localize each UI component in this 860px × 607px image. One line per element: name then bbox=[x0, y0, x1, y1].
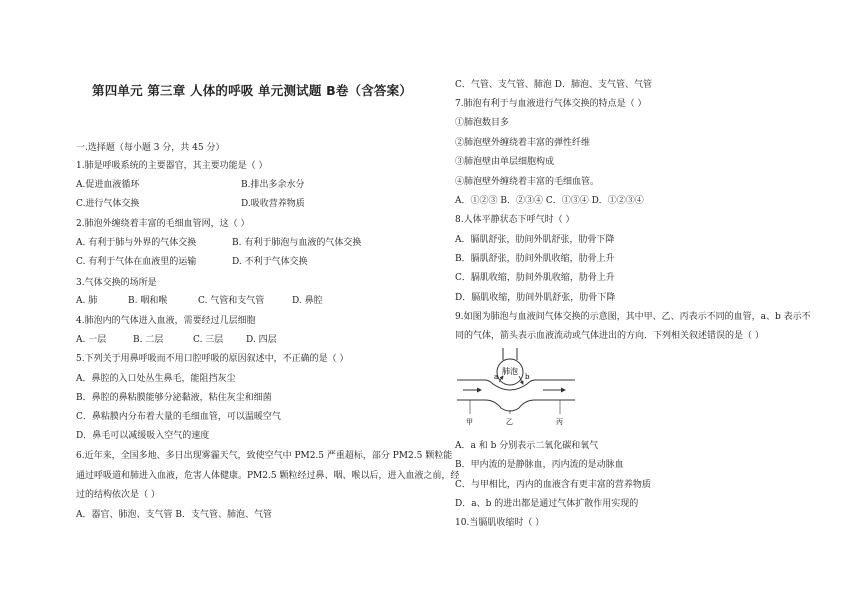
q7-stem: 7.肺泡有利于与血液进行气体交换的特点是（ ） bbox=[455, 99, 647, 109]
q4-option-c: C. 三层 bbox=[193, 335, 224, 345]
q6-options-cd: C．气管、支气管、肺泡 D．肺泡、支气管、气管 bbox=[455, 80, 652, 90]
q7-statement-4: ④肺泡壁外缠绕着丰富的毛细血管。 bbox=[455, 177, 600, 187]
q6-stem-line1: 6.近年来，全国多地、多日出现雾霾天气，致使空气中 PM2.5 严重超标，部分 PM2.5 颗粒能 bbox=[76, 451, 453, 461]
q9-option-c: C．与甲相比，丙内的血液含有更丰富的营养物质 bbox=[455, 480, 651, 490]
q9-stem-line1: 9.如图为肺泡与血液间气体交换的示意图，其中甲、乙、丙表示不同的血管，a、b 表示不 bbox=[455, 312, 811, 322]
q9-option-a: A．a 和 b 分别表示二氧化碳和氧气 bbox=[455, 441, 599, 451]
section-heading: 一.选择题（每小题 3 分，共 45 分） bbox=[76, 143, 225, 153]
q3-option-c: C. 气管和支气管 bbox=[198, 296, 265, 306]
q2-option-c: C. 有利于气体在血液里的运输 bbox=[76, 257, 197, 267]
q3-option-d: D. 鼻腔 bbox=[292, 296, 323, 306]
q9-option-d: D．a、b 的进出都是通过气体扩散作用实现的 bbox=[455, 499, 639, 509]
q1-option-d: D.吸收营养物质 bbox=[241, 199, 305, 209]
vessel-lower-wall bbox=[457, 400, 575, 411]
q5-option-a: A．鼻腔的入口处丛生鼻毛，能阻挡灰尘 bbox=[76, 374, 236, 384]
q5-option-d: D．鼻毛可以减缓吸入空气的速度 bbox=[76, 431, 210, 441]
q5-option-b: B．鼻腔的鼻粘膜能够分泌黏液，粘住灰尘和细菌 bbox=[76, 393, 272, 403]
q6-stem-line2: 通过呼吸道和肺进入血液，危害人体健康。PM2.5 颗粒经过鼻、咽、喉以后，进入血液之前，经 bbox=[76, 471, 460, 481]
alveolus-label: 肺泡 bbox=[502, 367, 518, 376]
q9-option-b: B．甲内流的是静脉血，丙内流的是动脉血 bbox=[455, 460, 624, 470]
q7-statement-2: ②肺泡壁外缠绕着丰富的弹性纤维 bbox=[455, 138, 591, 148]
label-bing: 丙 bbox=[556, 418, 563, 426]
q7-statement-3: ③肺泡壁由单层细胞构成 bbox=[455, 157, 555, 167]
q6-stem-line3: 过的结构依次是（ ） bbox=[76, 490, 160, 500]
q1-stem: 1.肺是呼吸系统的主要器官，其主要功能是（ ） bbox=[76, 161, 268, 171]
q2-option-d: D. 不利于气体交换 bbox=[232, 257, 308, 267]
label-a: a bbox=[494, 373, 499, 381]
q10-stem: 10.当膈肌收缩时（ ） bbox=[455, 518, 545, 528]
q4-option-a: A. 一层 bbox=[76, 335, 107, 345]
page-title: 第四单元 第三章 人体的呼吸 单元测试题 B卷（含答案） bbox=[92, 83, 413, 98]
q6-options-ab: A．器官、肺泡、支气管 B．支气管、肺泡、气管 bbox=[76, 510, 272, 520]
label-b: b bbox=[525, 373, 530, 381]
label-jia: 甲 bbox=[466, 418, 473, 426]
q1-option-b: B.排出多余水分 bbox=[241, 180, 305, 190]
q7-options: A．①②③ B．②③④ C．①③④ D．①②③④ bbox=[455, 196, 644, 206]
q2-option-b: B. 有利于肺泡与血液的气体交换 bbox=[232, 238, 362, 248]
q2-option-a: A. 有利于肺与外界的气体交换 bbox=[76, 238, 197, 248]
q7-statement-1: ①肺泡数目多 bbox=[455, 118, 510, 128]
q3-stem: 3.气体交换的场所是 bbox=[76, 278, 157, 288]
q1-option-a: A.促进血液循环 bbox=[76, 180, 140, 190]
q5-option-c: C．鼻粘膜内分布着大量的毛细血管，可以温暖空气 bbox=[76, 412, 281, 422]
q3-option-b: B. 咽和喉 bbox=[128, 296, 168, 306]
q4-stem: 4.肺泡内的气体进入血液，需要经过几层细胞 bbox=[76, 316, 256, 326]
q9-stem-line2: 同的气体，箭头表示血液流动或气体进出的方向．下列相关叙述错误的是（ ） bbox=[455, 331, 764, 341]
q8-option-a: A．膈肌舒张，肋间外肌舒张，肋骨下降 bbox=[455, 235, 615, 245]
q8-option-b: B．膈肌舒张，肋间外肌收缩，肋骨上升 bbox=[455, 254, 615, 264]
q8-stem: 8.人体平静状态下呼气时（ ） bbox=[455, 215, 575, 225]
label-yi: 乙 bbox=[506, 418, 513, 426]
q3-option-a: A. 肺 bbox=[76, 296, 98, 306]
q2-stem: 2.肺泡外缠绕着丰富的毛细血管网，这（ ） bbox=[76, 219, 250, 229]
q4-option-b: B. 二层 bbox=[133, 335, 164, 345]
q4-option-d: D. 四层 bbox=[246, 335, 277, 345]
q8-option-d: D．膈肌收缩，肋间外肌舒张，肋骨下降 bbox=[455, 293, 616, 303]
q1-option-c: C.进行气体交换 bbox=[76, 199, 140, 209]
alveolus-gas-exchange-diagram bbox=[455, 348, 585, 430]
q8-option-c: C．膈肌收缩，肋间外肌收缩，肋骨上升 bbox=[455, 273, 615, 283]
q5-stem: 5.下列关于用鼻呼吸而不用口腔呼吸的原因叙述中，不正确的是（ ） bbox=[76, 354, 349, 364]
